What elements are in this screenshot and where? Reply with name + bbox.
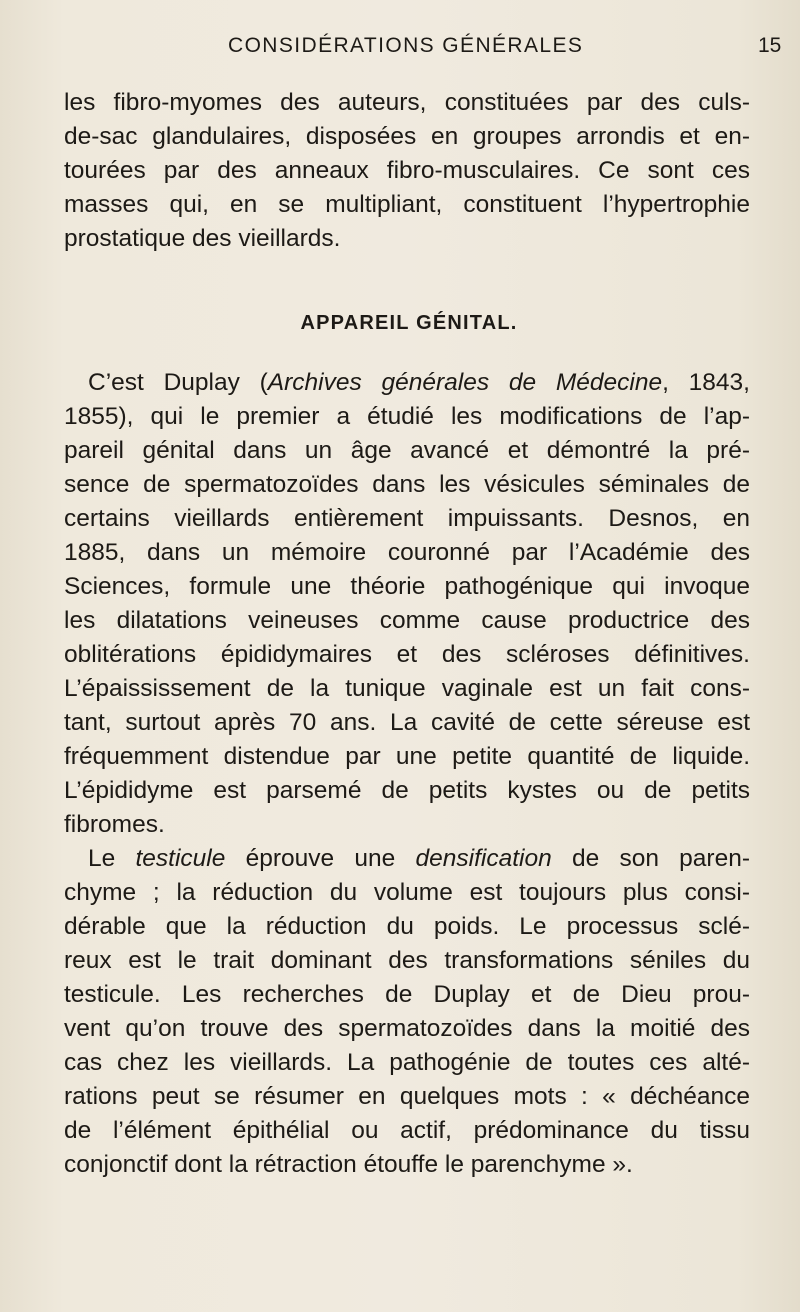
text-line: prostatique des vieillards.: [64, 225, 341, 252]
section-heading: APPAREIL GÉNITAL.: [300, 312, 518, 334]
text-line: les dilatations veineuses comme cause productrice des: [64, 607, 750, 634]
text-line: Sciences, formule une théorie pathogénique qui invoque: [64, 573, 750, 600]
text-run: C’est Duplay (: [88, 369, 268, 396]
text-line: certains vieillards entièrement impuissants. Desnos, en: [64, 505, 750, 532]
text-line: fréquemment distendue par une petite quantité de liquide.: [64, 743, 750, 770]
text-line: dérable que la réduction du poids. Le processus sclé-: [64, 913, 750, 940]
text-run: Le: [88, 845, 136, 872]
text-line: fibromes.: [64, 811, 165, 838]
journal-title: Archives générales de Médecine: [267, 369, 663, 396]
text-line: masses qui, en se multipliant, constituent l’hypertrophie: [64, 191, 750, 218]
text-line: chyme ; la réduction du volume est toujours plus consi-: [64, 879, 750, 906]
text-line: [88, 366, 750, 400]
text-line: [88, 842, 750, 876]
text-line: pareil génital dans un âge avancé et démontré la pré-: [64, 437, 750, 464]
italic-term: testicule: [135, 845, 226, 872]
text-line: de l’élément épithélial ou actif, prédominance du tissu: [64, 1117, 750, 1144]
text-line: sence de spermatozoïdes dans les vésicules séminales de: [64, 471, 750, 498]
text-line: L’épaississement de la tunique vaginale est un fait cons-: [64, 675, 750, 702]
text-line: testicule. Les recherches de Duplay et de Dieu prou-: [64, 981, 750, 1008]
text-line: conjonctif dont la rétraction étouffe le parenchyme ».: [64, 1151, 633, 1178]
text-line: les fibro-myomes des auteurs, constituées par des culs-: [64, 89, 750, 116]
text-line: reux est le trait dominant des transformations séniles du: [64, 947, 750, 974]
text-run: , 1843,: [662, 369, 750, 396]
text-line: L’épididyme est parsemé de petits kystes ou de petits: [64, 777, 750, 804]
text-line: cas chez les vieillards. La pathogénie de toutes ces alté-: [64, 1049, 750, 1076]
italic-term: densification: [415, 845, 552, 872]
page-number: 15: [758, 34, 782, 57]
text-line: tant, surtout après 70 ans. La cavité de cette séreuse est: [64, 709, 750, 736]
text-line: vent qu’on trouve des spermatozoïdes dans la moitié des: [64, 1015, 750, 1042]
text-line: tourées par des anneaux fibro-musculaires. Ce sont ces: [64, 157, 750, 184]
text-line: 1855), qui le premier a étudié les modifications de l’ap-: [64, 403, 750, 430]
text-line: rations peut se résumer en quelques mots : « déchéance: [64, 1083, 750, 1110]
text-line: oblitérations épididymaires et des scléroses définitives.: [64, 641, 750, 668]
text-line: 1885, dans un mémoire couronné par l’Académie des: [64, 539, 750, 566]
text-line: de-sac glandulaires, disposées en groupes arrondis et en-: [64, 123, 750, 150]
text-run: de son paren-: [551, 845, 750, 872]
running-head: [0, 34, 800, 64]
running-title: CONSIDÉRATIONS GÉNÉRALES: [228, 34, 584, 57]
text-run: éprouve une: [225, 845, 416, 872]
